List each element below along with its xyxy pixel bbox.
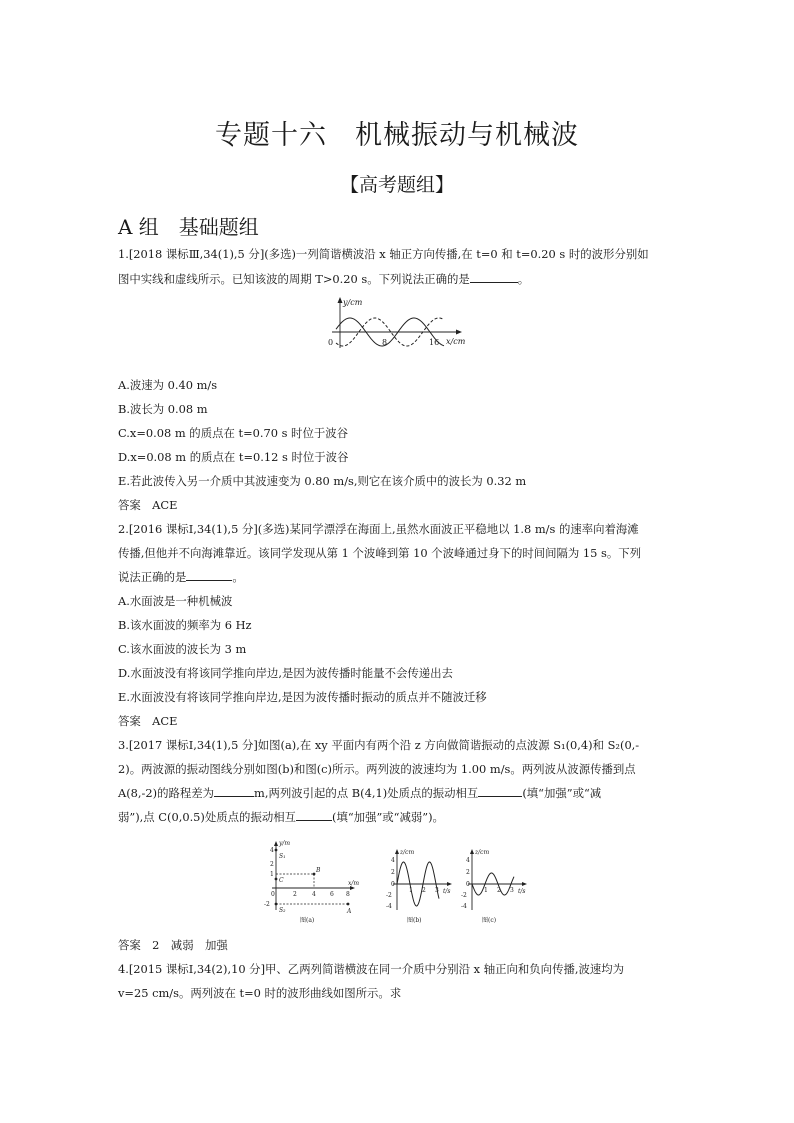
fa-point-c <box>275 878 278 881</box>
q3-stem-line1: 3.[2017 课标Ⅰ,34(1),5 分]如图(a),在 xy 平面内有两个沿 z 方向做简谐振动的点波源 S₁(0,4)和 S₂(0,- <box>118 738 640 752</box>
fa-xtick-2: 2 <box>293 891 297 898</box>
q2-stem-line3 <box>118 569 244 585</box>
q3-stem-text-e: (填“加强”或“减弱”)。 <box>332 810 444 824</box>
fa-xlabel: x/m <box>348 880 360 887</box>
fa-ytick-1: 1 <box>270 871 274 878</box>
q2-option-d: D.水面波没有将该同学推向岸边,是因为波传播时能量不会传递出去 <box>118 666 453 680</box>
q1-stem-text: 图中实线和虚线所示。已知该波的周期 T>0.20 s。下列说法正确的是 <box>118 272 470 286</box>
q1-tick-8: 8 <box>382 338 388 347</box>
fc-ytick-4: 4 <box>466 857 470 864</box>
fc-xtick-2: 2 <box>497 887 501 894</box>
q3-figure-c <box>458 848 530 924</box>
fc-ytick-m2: -2 <box>461 892 467 899</box>
q1-xlabel: x/cm <box>446 337 466 346</box>
fc-ytick-m4: -4 <box>461 903 467 910</box>
section-heading: A 组 基础题组 <box>118 215 259 239</box>
fa-label-s1: S₁ <box>279 853 286 860</box>
fa-point-b <box>313 873 316 876</box>
fa-ytick-m2: -2 <box>264 901 270 908</box>
fa-xtick-4: 4 <box>312 891 316 898</box>
q2-stem-line2: 传播,但他并不向海滩靠近。该同学发现从第 1 个波峰到第 10 个波峰通过身下的时间间隔为 15 s。下列 <box>118 546 642 560</box>
fa-caption: 图(a) <box>300 917 315 924</box>
fa-xtick-0: 0 <box>271 891 275 898</box>
fc-x-arrow <box>522 882 527 886</box>
q3-stem-line3 <box>118 785 601 801</box>
q1-option-d: D.x=0.08 m 的质点在 t=0.12 s 时位于波谷 <box>118 450 349 464</box>
q2-option-c: C.该水面波的波长为 3 m <box>118 642 247 656</box>
q1-stem-line1: 1.[2018 课标Ⅲ,34(1),5 分](多选)一列简谐横波沿 x 轴正方向传播,在 t=0 和 t=0.20 s 时的波形分别如 <box>118 247 649 261</box>
q1-x-arrow <box>456 330 462 335</box>
fa-ytick-4: 4 <box>270 847 274 854</box>
q1-tick-0: 0 <box>328 338 334 347</box>
q2-option-b: B.该水面波的频率为 6 Hz <box>118 618 252 632</box>
q2-option-a: A.水面波是一种机械波 <box>118 594 233 608</box>
fc-ytick-0: 0 <box>466 881 470 888</box>
q1-wave-figure <box>318 294 478 354</box>
fc-caption: 图(c) <box>482 917 497 924</box>
q1-option-c: C.x=0.08 m 的质点在 t=0.70 s 时位于波谷 <box>118 426 349 440</box>
q3-blank-1 <box>214 785 254 797</box>
fb-y-arrow <box>395 849 399 854</box>
q1-tick-16: 16 <box>429 338 440 347</box>
q2-stem-line1: 2.[2016 课标Ⅰ,34(1),5 分](多选)某同学漂浮在海面上,虽然水面波正平稳地以 1.8 m/s 的速率向着海滩 <box>118 522 639 536</box>
fa-point-a <box>347 903 350 906</box>
fc-ytick-2: 2 <box>466 869 470 876</box>
fa-xtick-6: 6 <box>330 891 334 898</box>
q1-answer: 答案 ACE <box>118 498 178 512</box>
q1-option-e: E.若此波传入另一介质中其波速变为 0.80 m/s,则它在该介质中的波长为 0.32 m <box>118 474 527 488</box>
q4-stem-line2: v=25 cm/s。两列波在 t=0 时的波形曲线如图所示。求 <box>118 986 402 1000</box>
q1-y-arrow <box>338 297 343 303</box>
fc-xlabel: t/s <box>518 888 526 895</box>
fa-label-c: C <box>279 877 284 884</box>
fb-ytick-m4: -4 <box>386 903 392 910</box>
fb-caption: 图(b) <box>407 917 422 924</box>
q3-stem-line2: 2)。两波源的振动图线分别如图(b)和图(c)所示。两列波的波速均为 1.00 m/s。两列波从波源传播到点 <box>118 762 636 776</box>
fa-label-s2: S₂ <box>279 907 286 914</box>
fb-xlabel: t/s <box>443 888 451 895</box>
page-title: 专题十六 机械振动与机械波 <box>215 120 579 151</box>
fb-ytick-m2: -2 <box>386 892 392 899</box>
q3-figure-b <box>383 848 455 924</box>
fb-ytick-0: 0 <box>391 881 395 888</box>
q3-stem-text-b: m,两列波引起的点 B(4,1)处质点的振动相互 <box>254 786 479 800</box>
q3-blank-2 <box>478 785 522 797</box>
q2-stem-text: 说法正确的是 <box>118 570 187 584</box>
fb-x-arrow <box>447 882 452 886</box>
fa-ytick-2: 2 <box>270 861 274 868</box>
fb-xtick-2: 2 <box>422 887 426 894</box>
fc-xtick-1: 1 <box>484 887 488 894</box>
fa-label-b: B <box>316 867 321 874</box>
q1-answer-blank <box>470 271 518 283</box>
q3-figure-a <box>262 838 362 924</box>
q2-option-e: E.水面波没有将该同学推向岸边,是因为波传播时振动的质点并不随波迁移 <box>118 690 487 704</box>
fc-y-arrow <box>470 849 474 854</box>
q1-stem-end: 。 <box>517 272 530 286</box>
q3-blank-3 <box>296 809 332 821</box>
q3-stem-text-c: (填“加强”或“减 <box>522 786 602 800</box>
q1-stem-line2 <box>118 271 529 287</box>
fb-ytick-4: 4 <box>391 857 395 864</box>
q3-stem-text-d: 弱”),点 C(0,0.5)处质点的振动相互 <box>118 810 297 824</box>
page-subtitle: 【高考题组】 <box>339 174 454 196</box>
fb-ytick-2: 2 <box>391 869 395 876</box>
fa-y-arrow <box>274 841 278 846</box>
fc-xtick-3: 3 <box>510 887 514 894</box>
q1-ylabel: y/cm <box>343 298 363 307</box>
q1-option-a: A.波速为 0.40 m/s <box>118 378 218 392</box>
fc-ylabel: z/cm <box>475 849 490 856</box>
q2-stem-end: 。 <box>232 570 244 584</box>
fa-ylabel: y/m <box>279 840 291 847</box>
fb-ylabel: z/cm <box>400 849 415 856</box>
fa-label-a: A <box>347 908 352 915</box>
q2-answer-blank <box>186 569 232 581</box>
q1-option-b: B.波长为 0.08 m <box>118 402 208 416</box>
q3-stem-text-a: A(8,-2)的路程差为 <box>118 786 215 800</box>
fa-point-s1 <box>275 849 278 852</box>
fa-xtick-8: 8 <box>346 891 350 898</box>
fa-point-s2 <box>275 903 278 906</box>
q3-stem-line4 <box>118 809 444 825</box>
fb-xtick-1: 1 <box>409 887 413 894</box>
q4-stem-line1: 4.[2015 课标Ⅰ,34(2),10 分]甲、乙两列简谐横波在同一介质中分别沿 x 轴正向和负向传播,波速均为 <box>118 962 625 976</box>
fb-xtick-3: 3 <box>435 887 439 894</box>
q2-answer: 答案 ACE <box>118 714 178 728</box>
q3-answer: 答案 2 减弱 加强 <box>118 938 228 952</box>
